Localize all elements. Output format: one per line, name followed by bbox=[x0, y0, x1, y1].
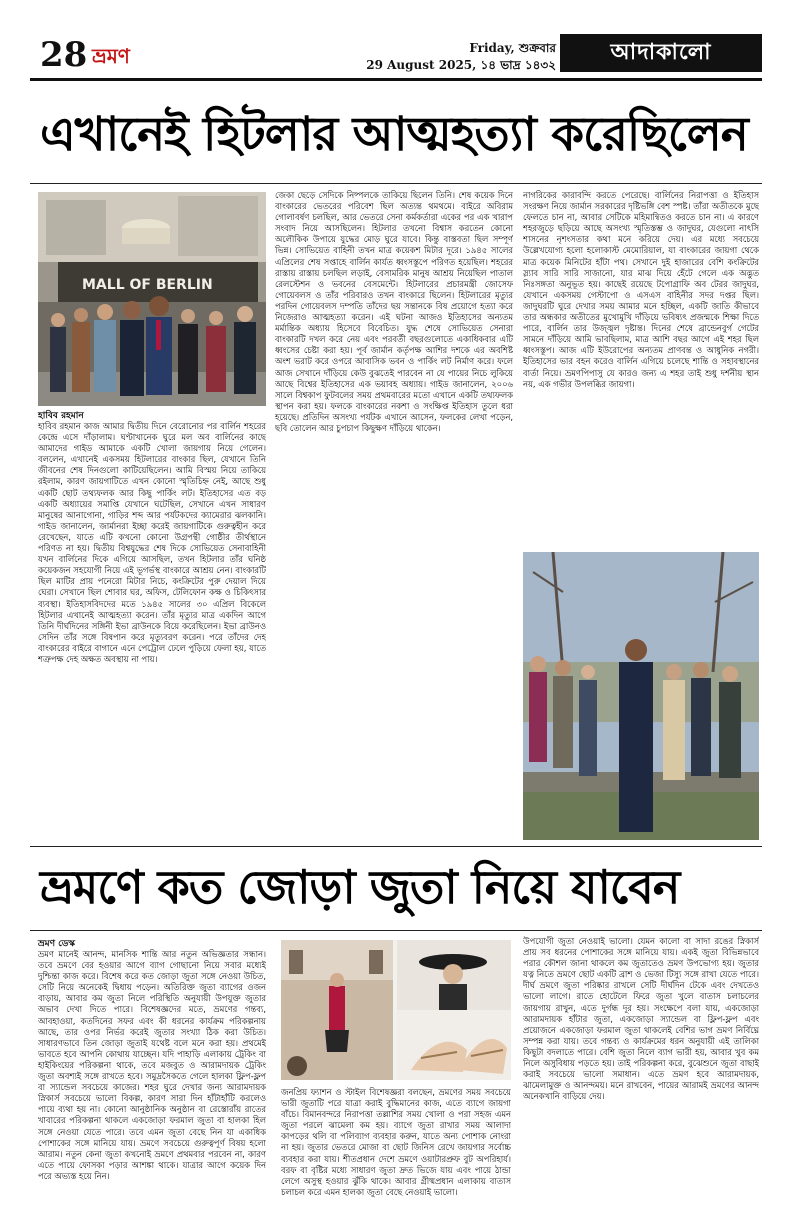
photo-park-crowd bbox=[523, 552, 759, 840]
page-number: 28 bbox=[40, 35, 88, 75]
dateline bbox=[366, 40, 556, 74]
story2-headline: ভ্রমণে কত জোড়া জুতা নিয়ে যাবেন bbox=[40, 860, 680, 914]
issue-date: 29 August 2025, ১৪ ভাদ্র ১৪৩২ bbox=[366, 58, 556, 72]
section-name: ভ্রমণ bbox=[92, 44, 130, 68]
photo-mall-of-berlin bbox=[38, 192, 266, 406]
story1-column-1: হাবিব রহমান কাজ আমার দ্বিতীয় দিনে বেরোনোর পর বার্লিন শহরের কেন্দ্রে এসে দাঁড়ালাম। ঘণ্টাখানেক ঘুরে মল অব বার্লিনের কাছে আমাদের গাইড আমাকে একটি খোলা জায়গায় নিয়ে গেলেন। বললেন, এখানেই একসময় হিটলারের বাংকার ছিল, যেখানে তিনি জীবনের শেষ দিনগুলো কাটিয়েছিলেন। আমি বিস্ময় নিয়ে তাকিয়ে রইলাম, কারণ জায়গাটিতে এখন কোনো স্মৃতিচিহ্ন নেই, আছে শুধু একটি ছোট তথ্যফলক আর কিছু পার্কিং লট। ইতিহাসের এত বড় একটি অধ্যায়ের সমাপ্তি যেখানে ঘটেছিল, সেখানে এখন সাধারণ মানুষের আনাগোনা, গাড়ির শব্দ আর পর্যটকদের ক্যামেরার ঝলকানি। গাইড জানালেন, জার্মানরা ইচ্ছা করেই জায়গাটিকে গুরুত্বহীন করে রেখেছেন, যাতে এটি কখনো কোনো উগ্রপন্থী গোষ্ঠীর তীর্থস্থানে পরিণত না হয়। দ্বিতীয় বিশ্বযুদ্ধের শেষ দিকে সোভিয়েত সেনাবাহিনী যখন বার্লিনের দিকে এগিয়ে আসছিল, তখন হিটলার তাঁর ঘনিষ্ঠ কয়েকজন সহযোগী নিয়ে এই ভূগর্ভস্থ বাংকারে আশ্রয় নেন। বাংকারটি ছিল মাটির প্রায় পনেরো মিটার নিচে, কংক্রিটের পুরু দেয়াল দিয়ে ঘেরা। সেখানে ছিল শোবার ঘর, অফিস, টেলিফোন কক্ষ ও চিকিৎসার ব্যবস্থা। ইতিহাসবিদদের মতে ১৯৪৫ সালের ৩০ এপ্রিল বিকেলে হিটলার এখানেই আত্মহত্যা করেন। তাঁর মৃত্যুর মাত্র একদিন আগে তিনি দীর্ঘদিনের সঙ্গিনী ইভা ব্রাউনকে বিয়ে করেছিলেন। ইভা ব্রাউনও সেদিন তাঁর সঙ্গে বিষপান করে মৃত্যুবরণ করেন। পরে তাঁদের দেহ বাংকারের বাইরে বাগানে এনে পেট্রোল ঢেলে পুড়িয়ে ফেলা হয়, যাতে শত্রুপক্ষ দেহ অক্ষত অবস্থায় না পায়। bbox=[38, 421, 266, 664]
photo-park-crowd-art bbox=[523, 552, 759, 840]
story2-byline: ভ্রমণ ডেস্ক bbox=[38, 939, 75, 949]
story1-column-2: জেকা ছেড়ে সেদিকে নিষ্পলকে তাকিয়ে ছিলেন তিনি। শেষ কয়েক দিনে বাংকারের ভেতরের পরিবেশ ছিল অত্যন্ত থমথমে। বাইরে অবিরাম গোলাবর্ষণ চলছিল, আর ভেতরে সেনা কর্মকর্তারা একের পর এক খারাপ সংবাদ নিয়ে আসছিলেন। হিটলার তখনো বিশ্বাস করতেন কোনো অলৌকিক উপায়ে যুদ্ধের মোড় ঘুরে যাবে। কিন্তু বাস্তবতা ছিল সম্পূর্ণ ভিন্ন। সোভিয়েত বাহিনী তখন মাত্র কয়েকশ মিটার দূরে। ১৯৪৫ সালের এপ্রিলের শেষ সপ্তাহে বার্লিন কার্যত ধ্বংসস্তূপে পরিণত হয়েছিল। শহরের রাস্তায় রাস্তায় চলছিল লড়াই, বেসামরিক মানুষ আশ্রয় নিয়েছিল পাতাল রেলস্টেশন ও ভবনের বেসমেন্টে। হিটলারের প্রচারমন্ত্রী জোসেফ গোয়েবলস ও তাঁর পরিবারও তখন বাংকারে ছিলেন। হিটলারের মৃত্যুর পরদিন গোয়েবলস দম্পতি তাঁদের ছয় সন্তানকে বিষ প্রয়োগে হত্যা করে নিজেরাও আত্মহত্যা করেন। এই ঘটনা আজও ইতিহাসের অন্যতম মর্মান্তিক অধ্যায় হিসেবে বিবেচিত। যুদ্ধ শেষে সোভিয়েত সেনারা বাংকারটি দখল করে নেয় এবং পরবর্তী বছরগুলোতে একাধিকবার এটি ধ্বংসের চেষ্টা করা হয়। পূর্ব জার্মান কর্তৃপক্ষ আশির দশকে এর অবশিষ্ট অংশ ভরাট করে ওপরে আবাসিক ভবন ও পার্কিং লট নির্মাণ করে। ফলে আজ সেখানে দাঁড়িয়ে কেউ বুঝতেই পারবেন না যে পায়ের নিচে লুকিয়ে আছে বিশ্বের ইতিহাসের এক ভয়াবহ অধ্যায়। গাইড জানালেন, ২০০৬ সালে বিশ্বকাপ ফুটবলের সময় প্রথমবারের মতো এখানে একটি তথ্যফলক স্থাপন করা হয়। ফলকে বাংকারের নকশা ও সংক্ষিপ্ত ইতিহাস তুলে ধরা হয়েছে। প্রতিদিন অসংখ্য পর্যটক এখানে আসেন, ফলকের লেখা পড়েন, ছবি তোলেন আর চুপচাপ কিছুক্ষণ দাঁড়িয়ে থাকেন। bbox=[275, 190, 513, 433]
divider bbox=[30, 846, 762, 847]
newspaper-logo[interactable]: আদাকালো bbox=[560, 34, 762, 72]
story1-column-3: নাগরিকের কারাবন্দি করতে পেরেছে। বার্লিনের নিরাপত্তা ও ইতিহাস সংরক্ষণ নিয়ে জার্মান সরকারের দৃষ্টিভঙ্গি বেশ স্পষ্ট। তাঁরা অতীতকে মুছে ফেলতে চান না, আবার সেটিকে মহিমান্বিতও করতে চান না। এ কারণে শহরজুড়ে ছড়িয়ে আছে অসংখ্য স্মৃতিস্তম্ভ ও জাদুঘর, যেগুলো নাৎসি শাসনের নৃশংসতার কথা মনে করিয়ে দেয়। এর মধ্যে সবচেয়ে উল্লেখযোগ্য হলো হলোকাস্ট মেমোরিয়াল, যা বাংকারের জায়গা থেকে মাত্র কয়েক মিনিটের হাঁটা পথ। সেখানে দুই হাজারের বেশি কংক্রিটের স্ল্যাব সারি সারি সাজানো, যার মাঝ দিয়ে হেঁটে গেলে এক অদ্ভুত নিঃসঙ্গতা অনুভূত হয়। কাছেই রয়েছে টপোগ্রাফি অব টেরর জাদুঘর, যেখানে একসময় গেস্টাপো ও এসএস বাহিনীর সদর দপ্তর ছিল। জাদুঘরটি ঘুরে দেখার সময় আমার মনে হচ্ছিল, একটি জাতি কীভাবে তার অন্ধকার অতীতের মুখোমুখি দাঁড়িয়ে ভবিষ্যৎ প্রজন্মকে শিক্ষা দিতে পারে, বার্লিন তার উজ্জ্বল দৃষ্টান্ত। দিনের শেষে ব্রান্ডেনবুর্গ গেটের সামনে দাঁড়িয়ে আমি ভাবছিলাম, মাত্র আশি বছর আগে এই শহর ছিল ধ্বংসস্তূপ। আজ এটি ইউরোপের অন্যতম প্রাণবন্ত ও আধুনিক নগরী। ইতিহাসের ভার বহন করেও বার্লিন এগিয়ে চলেছে শান্তি ও সহাবস্থানের বার্তা নিয়ে। ভ্রমণপিপাসু যে কারও জন্য এ শহর তাই শুধু দর্শনীয় স্থান নয়, এক গভীর উপলব্ধির জায়গা। bbox=[523, 190, 759, 389]
divider bbox=[30, 183, 762, 184]
photo-shoes-collage bbox=[281, 940, 511, 1080]
story2-column-1: ভ্রমণ মানেই আনন্দ, মানসিক শান্তি আর নতুন অভিজ্ঞতার সন্ধান। তবে ভ্রমণে বের হওয়ার আগে ব্যাগ গোছানো নিয়ে সবার মধ্যেই দুশ্চিন্তা কাজ করে। বিশেষ করে কত জোড়া জুতা সঙ্গে নেওয়া উচিত, সেটি নিয়ে অনেকেই দ্বিধায় পড়েন। অতিরিক্ত জুতা ব্যাগের ওজন বাড়ায়, আবার কম জুতা নিলে পরিস্থিতি অনুযায়ী উপযুক্ত জুতার অভাব দেখা দিতে পারে। বিশেষজ্ঞদের মতে, ভ্রমণের গন্তব্য, আবহাওয়া, কতদিনের সফর এবং কী ধরনের কার্যক্রম পরিকল্পনায় আছে, তার ওপর নির্ভর করেই জুতার সংখ্যা ঠিক করা উচিত। সাধারণভাবে তিন জোড়া জুতাই যথেষ্ট বলে মনে করা হয়। প্রথমেই ভাবতে হবে আপনি কোথায় যাচ্ছেন। যদি পাহাড়ি এলাকায় ট্রেকিং বা হাইকিংয়ের পরিকল্পনা থাকে, তবে মজবুত ও আরামদায়ক ট্রেকিং জুতা অবশ্যই সঙ্গে রাখতে হবে। সমুদ্রসৈকতে গেলে হালকা ফ্লিপ-ফ্লপ বা স্যান্ডেল সবচেয়ে কাজের। শহর ঘুরে দেখার জন্য আরামদায়ক স্নিকার্স সবচেয়ে ভালো বিকল্প, কারণ সারা দিন হাঁটাহাঁটি করলেও পায়ে ব্যথা হয় না। কোনো আনুষ্ঠানিক অনুষ্ঠান বা রেস্তোরাঁয় রাতের খাবারের পরিকল্পনা থাকলে একজোড়া ফরমাল জুতা বা হালকা হিল সঙ্গে নেওয়া যেতে পারে। তবে এমন জুতা বেছে নিন যা একাধিক পোশাকের সঙ্গে মানিয়ে যায়। ভ্রমণে সবচেয়ে গুরুত্বপূর্ণ বিষয় হলো আরাম। নতুন কেনা জুতা কখনোই ভ্রমণে প্রথমবার পরবেন না, কারণ এতে পায়ে ফোসকা পড়ার আশঙ্কা থাকে। যাত্রার আগে কয়েক দিন পরে অভ্যস্ত হয়ে নিন। bbox=[38, 949, 266, 1181]
divider bbox=[30, 930, 762, 931]
weekday: Friday, শুক্রবার bbox=[469, 41, 556, 55]
photo-caption: হাবিব রহমান bbox=[38, 411, 84, 421]
mall-sign-text: MALL OF BERLIN bbox=[82, 277, 213, 293]
story2-column-3: উপযোগী জুতা নেওয়াই ভালো। যেমন কালো বা সাদা রঙের স্নিকার্স প্রায় সব ধরনের পোশাকের সঙ্গে মানিয়ে যায়। একই জুতা বিভিন্নভাবে পরার কৌশল জানা থাকলে কম জুতাতেও ভ্রমণ উপভোগ্য হয়। জুতার যত্ন নিতে ভ্রমণে ছোট একটি ব্রাশ ও ভেজা টিস্যু সঙ্গে রাখা যেতে পারে। দীর্ঘ ভ্রমণে জুতা পরিষ্কার রাখলে সেটি দীর্ঘদিন টেকে এবং দেখতেও ভালো লাগে। রাতে হোটেলে ফিরে জুতা খুলে বাতাস চলাচলের জায়গায় রাখুন, এতে দুর্গন্ধ দূর হয়। সংক্ষেপে বলা যায়, একজোড়া আরামদায়ক হাঁটার জুতা, একজোড়া স্যান্ডেল বা ফ্লিপ-ফ্লপ এবং প্রয়োজনে একজোড়া ফরমাল জুতা থাকলেই বেশির ভাগ ভ্রমণ নির্বিঘ্নে সম্পন্ন করা যায়। তবে গন্তব্য ও কার্যক্রমের ধরন অনুযায়ী এই তালিকা কিছুটা বদলাতে পারে। বেশি জুতা নিলে ব্যাগ ভারী হয়, আবার খুব কম নিলে অসুবিধায় পড়তে হয়। তাই পরিকল্পনা করে, বুঝেশুনে জুতা বাছাই করাই সবচেয়ে ভালো সমাধান। এতে ভ্রমণ হবে আরামদায়ক, ঝামেলামুক্ত ও আনন্দময়। মনে রাখবেন, পায়ের আরামই ভ্রমণের আনন্দ অনেকখানি বাড়িয়ে দেয়। bbox=[523, 936, 759, 1102]
photo-shoes-collage-art bbox=[281, 940, 511, 1080]
story1-headline: এখানেই হিটলার আত্মহত্যা করেছিলেন bbox=[40, 107, 748, 162]
photo-mall-of-berlin-art bbox=[38, 192, 266, 406]
masthead-rule bbox=[30, 78, 762, 81]
story2-column-2: জনপ্রিয় ফ্যাশন ও স্টাইল বিশেষজ্ঞরা বলছেন, ভ্রমণের সময় সবচেয়ে ভারী জুতাটি পরে যাত্রা করাই বুদ্ধিমানের কাজ, এতে ব্যাগে জায়গা বাঁচে। বিমানবন্দরে নিরাপত্তা তল্লাশির সময় খোলা ও পরা সহজ এমন জুতা পরলে ঝামেলা কম হয়। ব্যাগে জুতা রাখার সময় আলাদা কাপড়ের থলি বা পলিব্যাগ ব্যবহার করুন, যাতে অন্য পোশাক নোংরা না হয়। জুতার ভেতরে মোজা বা ছোট জিনিস রেখে জায়গার সর্বোচ্চ ব্যবহার করা যায়। শীতপ্রধান দেশে ভ্রমণে ওয়াটারপ্রুফ বুট অপরিহার্য। বরফ বা বৃষ্টির মধ্যে সাধারণ জুতা দ্রুত ভিজে যায় এবং পায়ে ঠান্ডা লেগে অসুস্থ হওয়ার ঝুঁকি থাকে। আবার গ্রীষ্মপ্রধান এলাকায় বাতাস চলাচল করে এমন হালকা জুতা বেছে নেওয়াই ভালো। bbox=[281, 1087, 511, 1197]
